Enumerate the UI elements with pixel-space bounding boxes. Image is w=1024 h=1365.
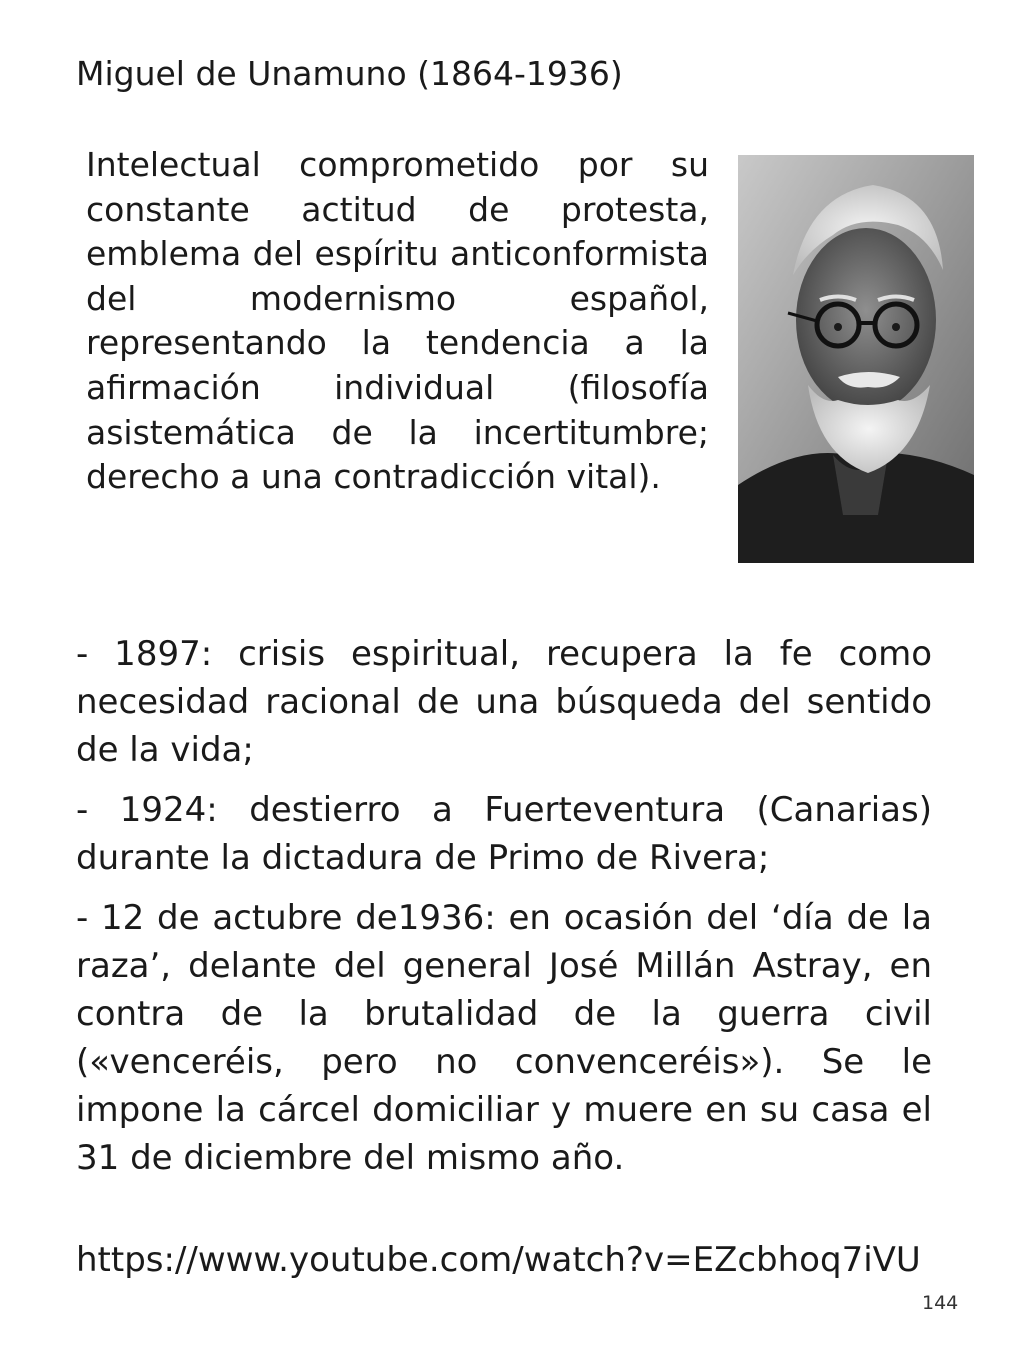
- portrait-photo: [738, 155, 974, 563]
- timeline-item-1936: - 12 de actubre de1936: en ocasión del ‘día de la raza’, delante del general José Millán Astray, en contra de la brutalidad de la guerra civil («venceréis, pero no convenceréis»). Se le impone la cárcel domiciliar y muere en su casa el 31 de diciembre del mismo año.: [76, 898, 932, 1178]
- intro-paragraph: Intelectual comprometido por su constante actitud de protesta, emblema del espíritu anticonformista del modernismo español, representando la tendencia a la afirmación individual (filosofía asistemática de la incertitumbre; derecho a una contradicción vital).: [86, 145, 709, 497]
- youtube-link[interactable]: https://www.youtube.com/watch?v=EZcbhoq7iVU: [76, 1240, 921, 1280]
- timeline-item-1897: - 1897: crisis espiritual, recupera la fe como necesidad racional de una búsqueda del sentido de la vida;: [76, 634, 932, 770]
- timeline-item-1924: - 1924: destierro a Fuerteventura (Canarias) durante la dictadura de Primo de Rivera;: [76, 790, 932, 878]
- page-number: 144: [922, 1292, 959, 1314]
- page-title: Miguel de Unamuno (1864-1936): [76, 54, 623, 93]
- timeline-list: [76, 630, 932, 1194]
